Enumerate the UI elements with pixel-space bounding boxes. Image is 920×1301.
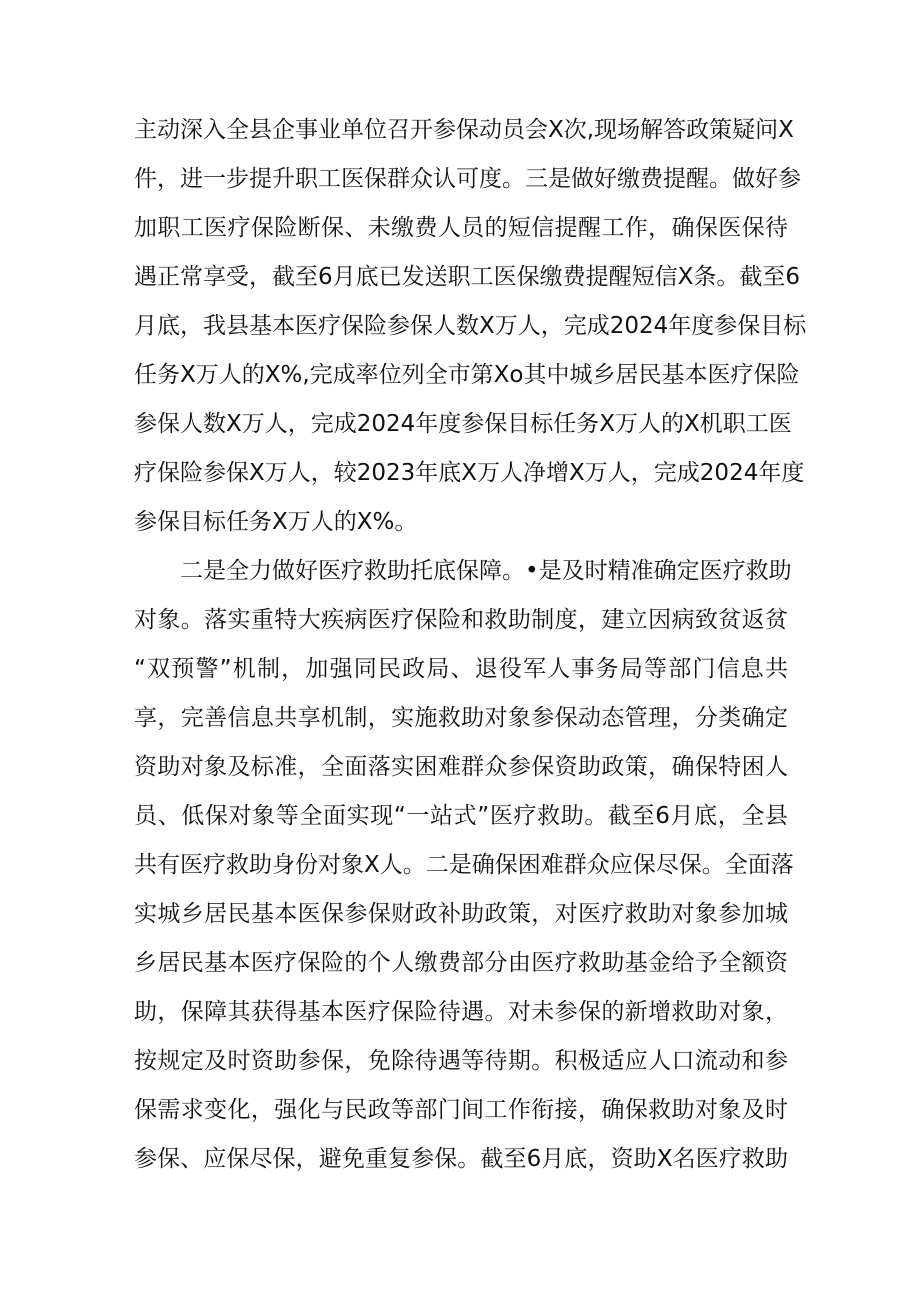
text-line: 对象。落实重特大疾病医疗保险和救助制度，建立因病致贫返贫 [134,607,788,633]
text-line: 遇正常享受，截至6月底已发送职工医保缴费提醒短信X条。截至6 [134,264,801,290]
text-line: 任务X万人的X%,完成率位列全市第Xo其中城乡居民基本医疗保险 [134,362,800,388]
text-line: 员、低保对象等全面实现“一站式”医疗救助。截至6月底，全县 [134,803,788,829]
text-line: 月底，我县基本医疗保险参保人数X万人，完成2024年度参保目标 [134,313,807,339]
text-line: 参保目标任务X万人的X%。 [134,509,418,535]
text-line: 参保、应保尽保，避免重复参保。截至6月底，资助X名医疗救助 [134,1146,788,1172]
text-line: 按规定及时资助参保，免除待遇等待期。积极适应人口流动和参 [134,1048,788,1074]
text-line: 乡居民基本医疗保险的个人缴费部分由医疗救助基金给予全额资 [134,950,788,976]
text-line: 实城乡居民基本医保参保财政补助政策，对医疗救助对象参加城 [134,901,788,927]
text-line: 件，进一步提升职工医保群众认可度。三是做好缴费提醒。做好参 [134,166,801,192]
text-line: “双预警”机制，加强同民政局、退役军人事务局等部门信息共 [134,656,788,682]
text-line: 疗保险参保X万人，较2023年底X万人净增X万人，完成2024年度 [134,460,805,486]
text-line: 资助对象及标准，全面落实困难群众参保资助政策，确保特困人 [134,754,788,780]
text-line: 享，完善信息共享机制，实施救助对象参保动态管理，分类确定 [134,705,788,731]
paragraph-start-line: 二是全力做好医疗救助托底保障。•是及时精准确定医疗救助 [180,558,792,584]
text-line: 保需求变化，强化与民政等部门间工作衔接，确保救助对象及时 [134,1097,788,1123]
text-line: 共有医疗救助身份对象X人。二是确保困难群众应保尽保。全面落 [134,852,794,878]
text-line: 助，保障其获得基本医疗保险待遇。对未参保的新增救助对象， [134,999,788,1025]
text-line: 加职工医疗保险断保、未缴费人员的短信提醒工作，确保医保待 [134,215,788,241]
text-line: 参保人数X万人，完成2024年度参保目标任务X万人的X机职工医 [134,411,792,437]
text-line: 主动深入全县企事业单位召开参保动员会X次,现场解答政策疑问X [134,117,794,143]
